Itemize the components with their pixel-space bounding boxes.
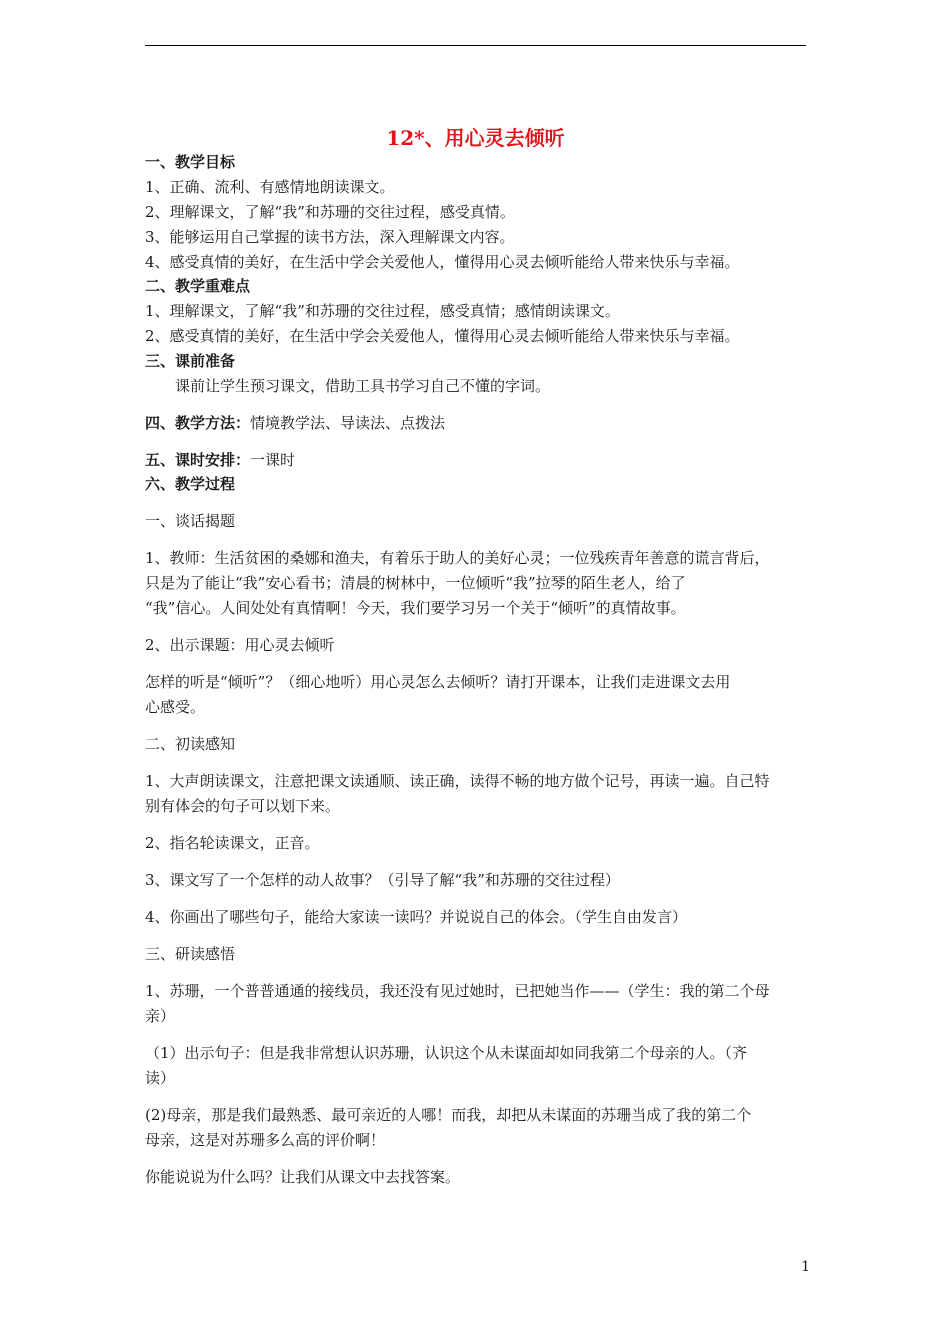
methods-text: 情境教学法、导读法、点拨法	[250, 414, 446, 432]
schedule-text: 一课时	[250, 451, 296, 469]
header-rule	[145, 45, 806, 46]
process-heading: 六、教学过程	[145, 475, 236, 493]
paragraph-line: 读）	[145, 1069, 176, 1087]
paragraph-line: “我”信心。人间处处有真情啊！今天，我们要学习另一个关于“倾听”的真情故事。	[145, 599, 686, 617]
keypoints-heading: 二、教学重难点	[145, 277, 251, 295]
page-number: 1	[801, 1259, 810, 1275]
paragraph-line: 母亲，这是对苏珊多么高的评价啊！	[145, 1131, 386, 1149]
methods-label: 四、教学方法：	[145, 414, 251, 432]
section-heading: 二、初读感知	[145, 735, 236, 753]
goal-item: 1、正确、流利、有感情地朗读课文。	[145, 178, 395, 196]
paragraph-line: （1）出示句子：但是我非常想认识苏珊，认识这个从未谋面却如同我第二个母亲的人。（齐	[145, 1044, 748, 1062]
paragraph-line: 怎样的听是“倾听”？（细心地听）用心灵怎么去倾听？请打开课本，让我们走进课文去用	[145, 673, 731, 691]
keypoint-item: 2、感受真情的美好，在生活中学会关爱他人，懂得用心灵去倾听能给人带来快乐与幸福。	[145, 327, 740, 345]
schedule-label: 五、课时安排：	[145, 451, 251, 469]
goal-item: 2、理解课文，了解“我”和苏珊的交往过程，感受真情。	[145, 203, 515, 221]
paragraph-line: 心感受。	[145, 698, 206, 716]
prep-text: 课前让学生预习课文，借助工具书学习自己不懂的字词。	[175, 377, 551, 395]
paragraph-line: 1、苏珊，一个普普通通的接线员，我还没有见过她时，已把她当作——（学生：我的第二个母	[145, 982, 770, 1000]
paragraph-line: 1、大声朗读课文，注意把课文读通顺、读正确，读得不畅的地方做个记号，再读一遍。自己特	[145, 772, 770, 790]
methods-row	[145, 411, 810, 435]
goal-item: 4、感受真情的美好，在生活中学会关爱他人，懂得用心灵去倾听能给人带来快乐与幸福。	[145, 253, 740, 271]
paragraph-line: 亲）	[145, 1007, 176, 1025]
paragraph-line: 1、教师：生活贫困的桑娜和渔夫，有着乐于助人的美好心灵；一位残疾青年善意的谎言背后，	[145, 549, 770, 567]
lesson-title: 12*、用心灵去倾听	[386, 126, 565, 150]
paragraph-line: 2、指名轮读课文，正音。	[145, 834, 320, 852]
paragraph-line: 只是为了能让“我”安心看书；清晨的树林中，一位倾听“我”拉琴的陌生老人，给了	[145, 574, 686, 592]
goal-item: 3、能够运用自己掌握的读书方法，深入理解课文内容。	[145, 228, 515, 246]
keypoint-item: 1、理解课文，了解“我”和苏珊的交往过程，感受真情；感情朗读课文。	[145, 302, 620, 320]
section-heading: 三、研读感悟	[145, 945, 236, 963]
paragraph-line: 4、你画出了哪些句子，能给大家读一读吗？并说说自己的体会。（学生自由发言）	[145, 908, 688, 926]
paragraph-line: 你能说说为什么吗？让我们从课文中去找答案。	[145, 1168, 461, 1186]
schedule-row	[145, 448, 810, 472]
prep-heading: 三、课前准备	[145, 352, 236, 370]
goals-heading: 一、教学目标	[145, 153, 236, 171]
paragraph-line: (2)母亲，那是我们最熟悉、最可亲近的人哪！而我，却把从未谋面的苏珊当成了我的第二个	[145, 1106, 752, 1124]
section-heading: 一、谈话揭题	[145, 512, 236, 530]
paragraph-line: 2、出示课题：用心灵去倾听	[145, 636, 335, 654]
paragraph-line: 别有体会的句子可以划下来。	[145, 797, 341, 815]
paragraph-line: 3、课文写了一个怎样的动人故事？（引导了解“我”和苏珊的交往过程）	[145, 871, 620, 889]
